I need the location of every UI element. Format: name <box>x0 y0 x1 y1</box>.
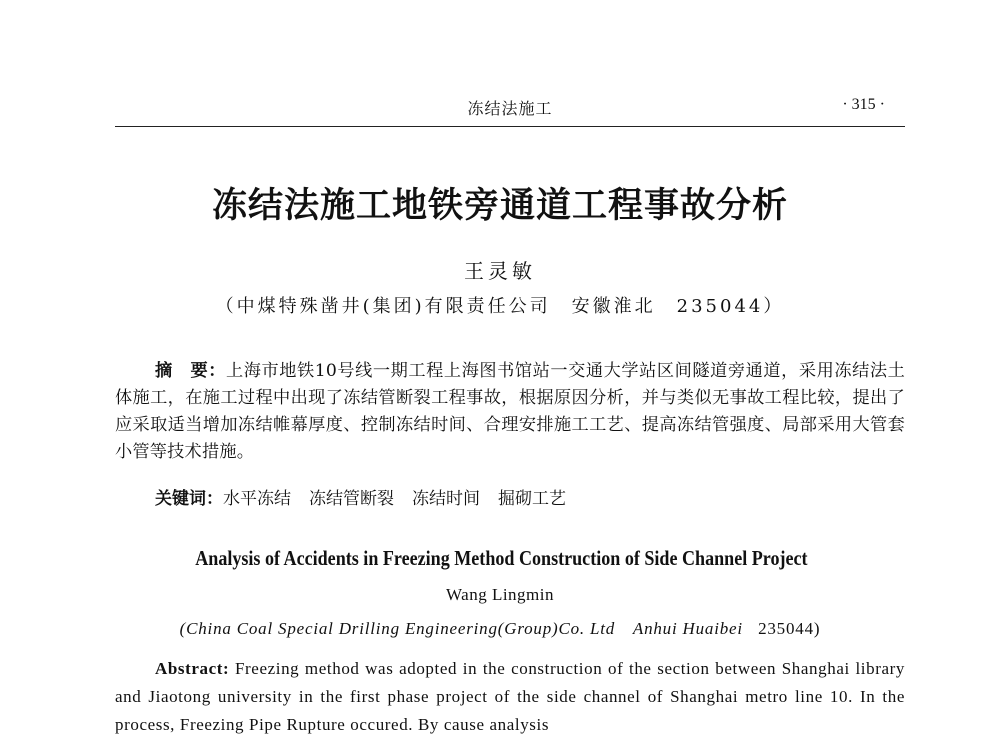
chinese-abstract <box>115 358 905 466</box>
english-abstract-label: Abstract: <box>155 659 230 678</box>
page-header <box>115 86 905 127</box>
english-title: Analysis of Accidents in Freezing Method Construction of Side Channel Project <box>195 546 808 570</box>
chinese-title: 冻结法施工地铁旁通道工程事故分析 <box>211 186 788 226</box>
running-title: 冻结法施工 <box>467 99 553 118</box>
chinese-affiliation: （中煤特殊凿井(集团)有限责任公司 安徽淮北 235044） <box>215 296 785 317</box>
page-number: · 315 · <box>842 96 885 113</box>
chinese-author: 王灵敏 <box>464 259 536 283</box>
keyword: 水平冻结 <box>223 489 291 509</box>
english-author: Wang Lingmin <box>445 585 555 604</box>
chinese-abstract-label: 摘 要： <box>155 361 226 381</box>
chinese-keywords-label: 关键词： <box>155 489 223 509</box>
keyword: 掘砌工艺 <box>498 489 566 509</box>
chinese-keywords <box>155 484 584 509</box>
english-affiliation <box>0 614 1000 639</box>
keyword: 冻结时间 <box>412 489 480 509</box>
english-affiliation-text: (China Coal Special Drilling Engineering(Group)Co. Ltd Anhui Huaibei <box>179 619 743 638</box>
chinese-abstract-text: 上海市地铁10号线一期工程上海图书馆站一交通大学站区间隧道旁通道，采用冻结法土体施工，在施工过程中出现了冻结管断裂工程事故，根据原因分析，并与类似无事故工程比较，提出了应采取适当增加冻结帷幕厚度、控制冻结时间、合理安排施工工艺、提高冻结管强度、局部采用大管套小管等技术措施。 <box>115 361 905 462</box>
english-abstract <box>115 655 905 739</box>
english-abstract-text: Freezing method was adopted in the construction of the section between Shanghai library and Jiaotong university in the first phase project of the side channel of Shanghai metro line 10. In the process, Freezing Pipe Rupture occured. By cause analysis <box>115 659 905 734</box>
english-affiliation-zip: 235044) <box>758 619 821 638</box>
keyword: 冻结管断裂 <box>309 489 394 509</box>
